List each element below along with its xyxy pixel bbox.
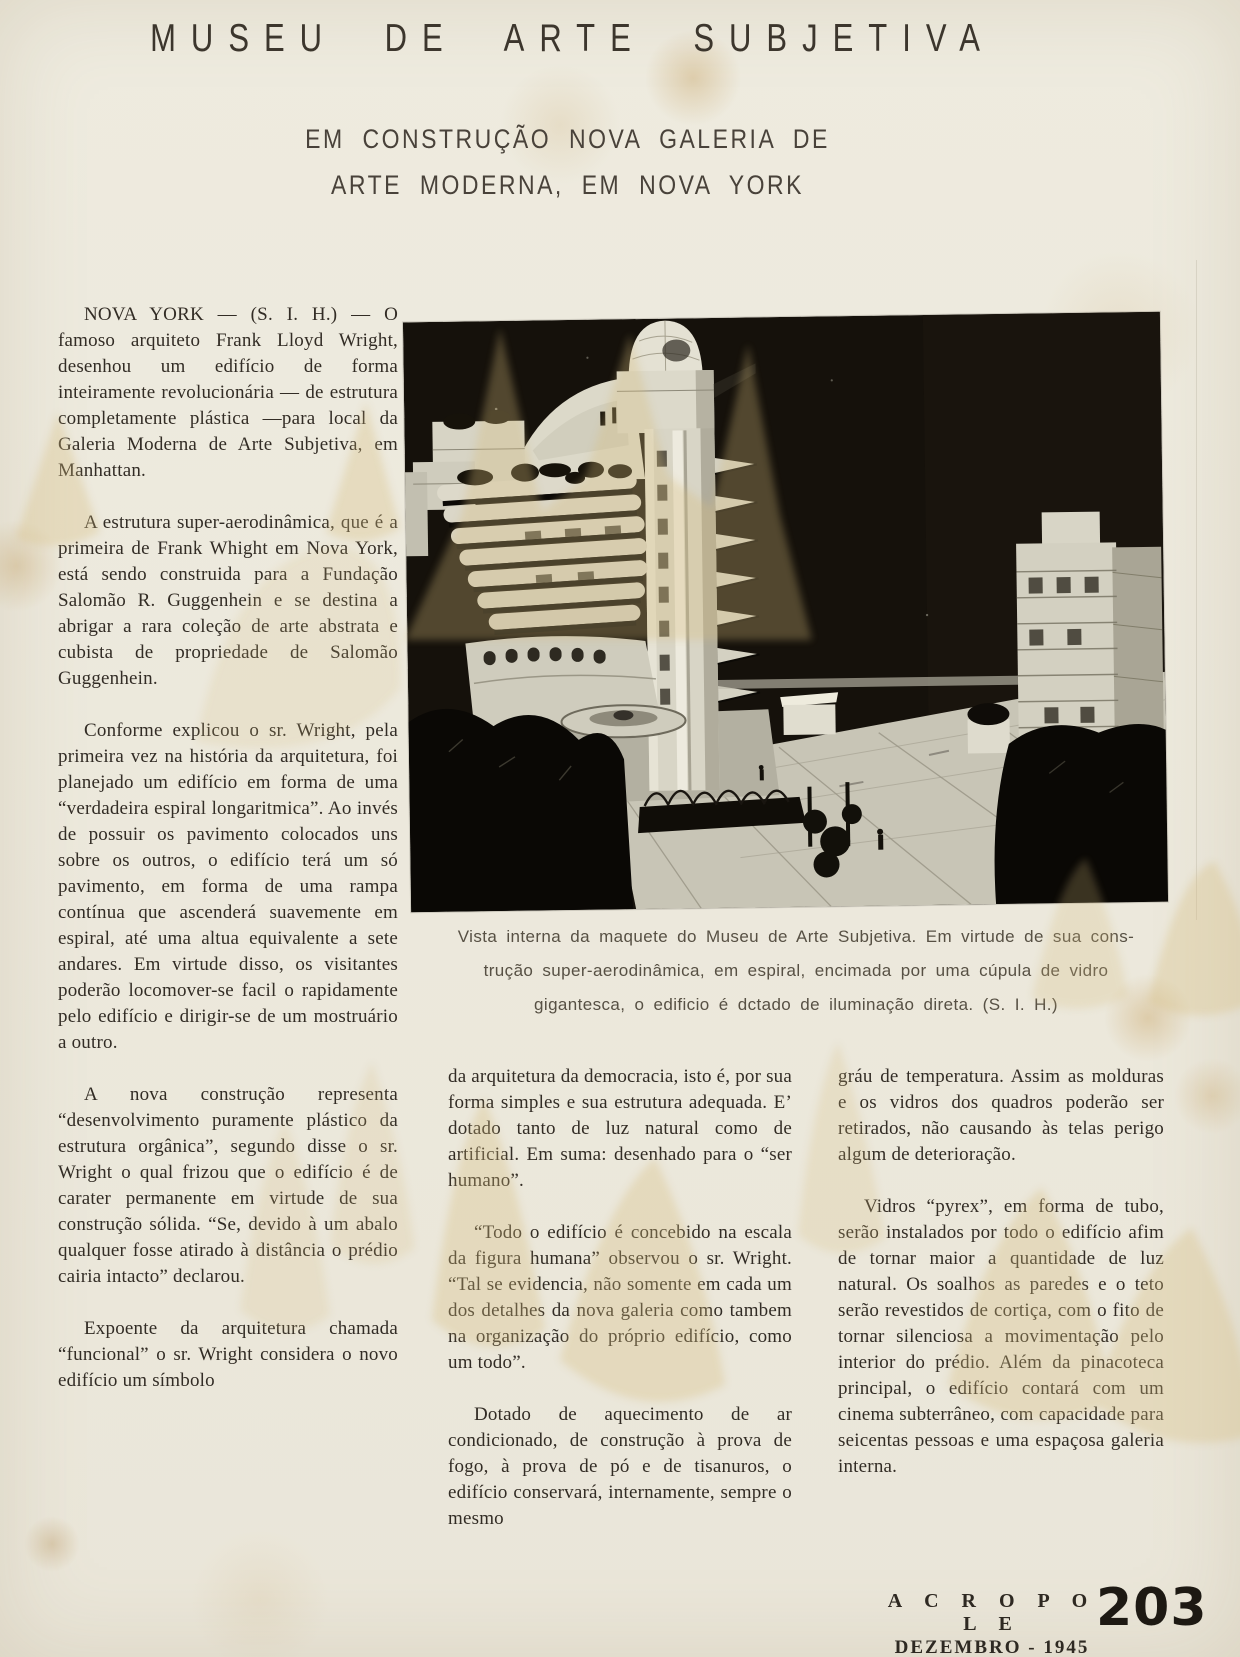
photo-caption <box>415 920 1177 1022</box>
caption-line-2: trução super-aerodinâmica, em espiral, encimada por uma cúpula de vidro <box>483 961 1109 980</box>
right-column <box>838 1064 1164 1506</box>
paragraph: NOVA YORK — (S. I. H.) — O famoso arquiteto Frank Lloyd Wright, desenhou um edifício de forma inteiramente revolucionária — de estrutura completamente plástica —para local da Galeria Moderna de Arte Subjetiva, em Manhattan. <box>58 304 398 481</box>
magazine-name: A C R O P O L E <box>887 1590 1097 1635</box>
paragraph: Dotado de aquecimento de ar condicionado, de construção à prova de fogo, à prova de pó e de tisanuros, o edifício conservará, internamente, sempre o mesmo <box>448 1404 792 1529</box>
caption-line-1: Vista interna da maquete do Museu de Arte Subjetiva. Em virtude de sua cons- <box>457 927 1135 946</box>
page-title: MUSEU DE ARTE SUBJETIVA <box>150 16 995 60</box>
maquette-photo-art <box>403 312 1168 913</box>
issue-date: DEZEMBRO - 1945 <box>894 1637 1090 1657</box>
page-subtitle <box>0 116 1135 208</box>
paragraph: A nova construção representa “desenvolvimento puramente plástico da estrutura orgânica”, segundo disse o sr. Wright o qual frizou que o edifício é de carater permanente em virtude de sua construção sólida. “Se, devido à um abalo qualquer fosse atirado à distância o prédio cairia intacto” declarou. <box>58 1084 398 1287</box>
paragraph: Expoente da arquitetura chamada “funcional” o sr. Wright considera o novo edifício um símbolo <box>58 1318 398 1391</box>
maquette-photo <box>403 312 1168 913</box>
paragraph: Conforme explicou o sr. Wright, pela primeira vez na história da arquitetura, foi planejado um edifício em forma de uma “verdadeira espiral longaritmica”. Ao invés de possuir os pavimento colocados uns sobre os outros, o edifício terá um só pavimento, em forma de uma rampa contínua que ascenderá suavemente em espiral, até uma altua equivalente a sete andares. Em virtude disso, os visitantes poderão locomover-se facil o rapidamente pelo edifício e dirigir-se de um mostruário a outro. <box>58 720 398 1053</box>
middle-column <box>448 1064 792 1558</box>
footer-imprint <box>878 1590 1106 1657</box>
subtitle-line-2: ARTE MODERNA, EM NOVA YORK <box>331 170 804 200</box>
paragraph: A estrutura super-aerodinâmica, que é a primeira de Frank Whight em Nova York, está sendo construida para a Fundação Salomão R. Guggenhein e se destina a abrigar a rara coleção de arte abstrata e cubista de propriedade de Salomão Guggenhein. <box>58 512 398 689</box>
page-number: 203 <box>1096 1578 1208 1638</box>
subtitle-line-1: EM CONSTRUÇÃO NOVA GALERIA DE <box>305 124 830 154</box>
paragraph: Vidros “pyrex”, em forma de tubo, serão instalados por todo o edifício afim de tornar maior a quantidade de luz natural. Os soalhos as paredes e o teto serão revestidos de cortiça, com o fito de tornar silenciosa a movimentação pelo interior do prédio. Além da pinacoteca principal, o edifício contará com um cinema subterrâneo, com capacidade para seicentas pessoas e uma espaçosa galeria interna. <box>838 1196 1164 1477</box>
left-column <box>58 302 398 1420</box>
paper-crease <box>1196 260 1197 920</box>
paragraph: “Todo o edifício é concebido na escala da figura humana” observou o sr. Wright. “Tal se evidencia, não somente em cada um dos detalhes da nova galeria como tambem na organização do próprio edifício, como um todo”. <box>448 1222 792 1373</box>
paragraph: da arquitetura da democracia, isto é, por sua forma simples e sua estrutura adequada. E’ dotado tanto de luz natural como de artificial. Em suma: desenhado para o “ser humano”. <box>448 1066 792 1191</box>
caption-line-3: gigantesca, o edificio é dctado de iluminação direta. (S. I. H.) <box>534 995 1058 1014</box>
paragraph: gráu de temperatura. Assim as molduras e os vidros dos quadros poderão ser retirados, não causando às telas perigo algum de deterioração. <box>838 1066 1164 1165</box>
